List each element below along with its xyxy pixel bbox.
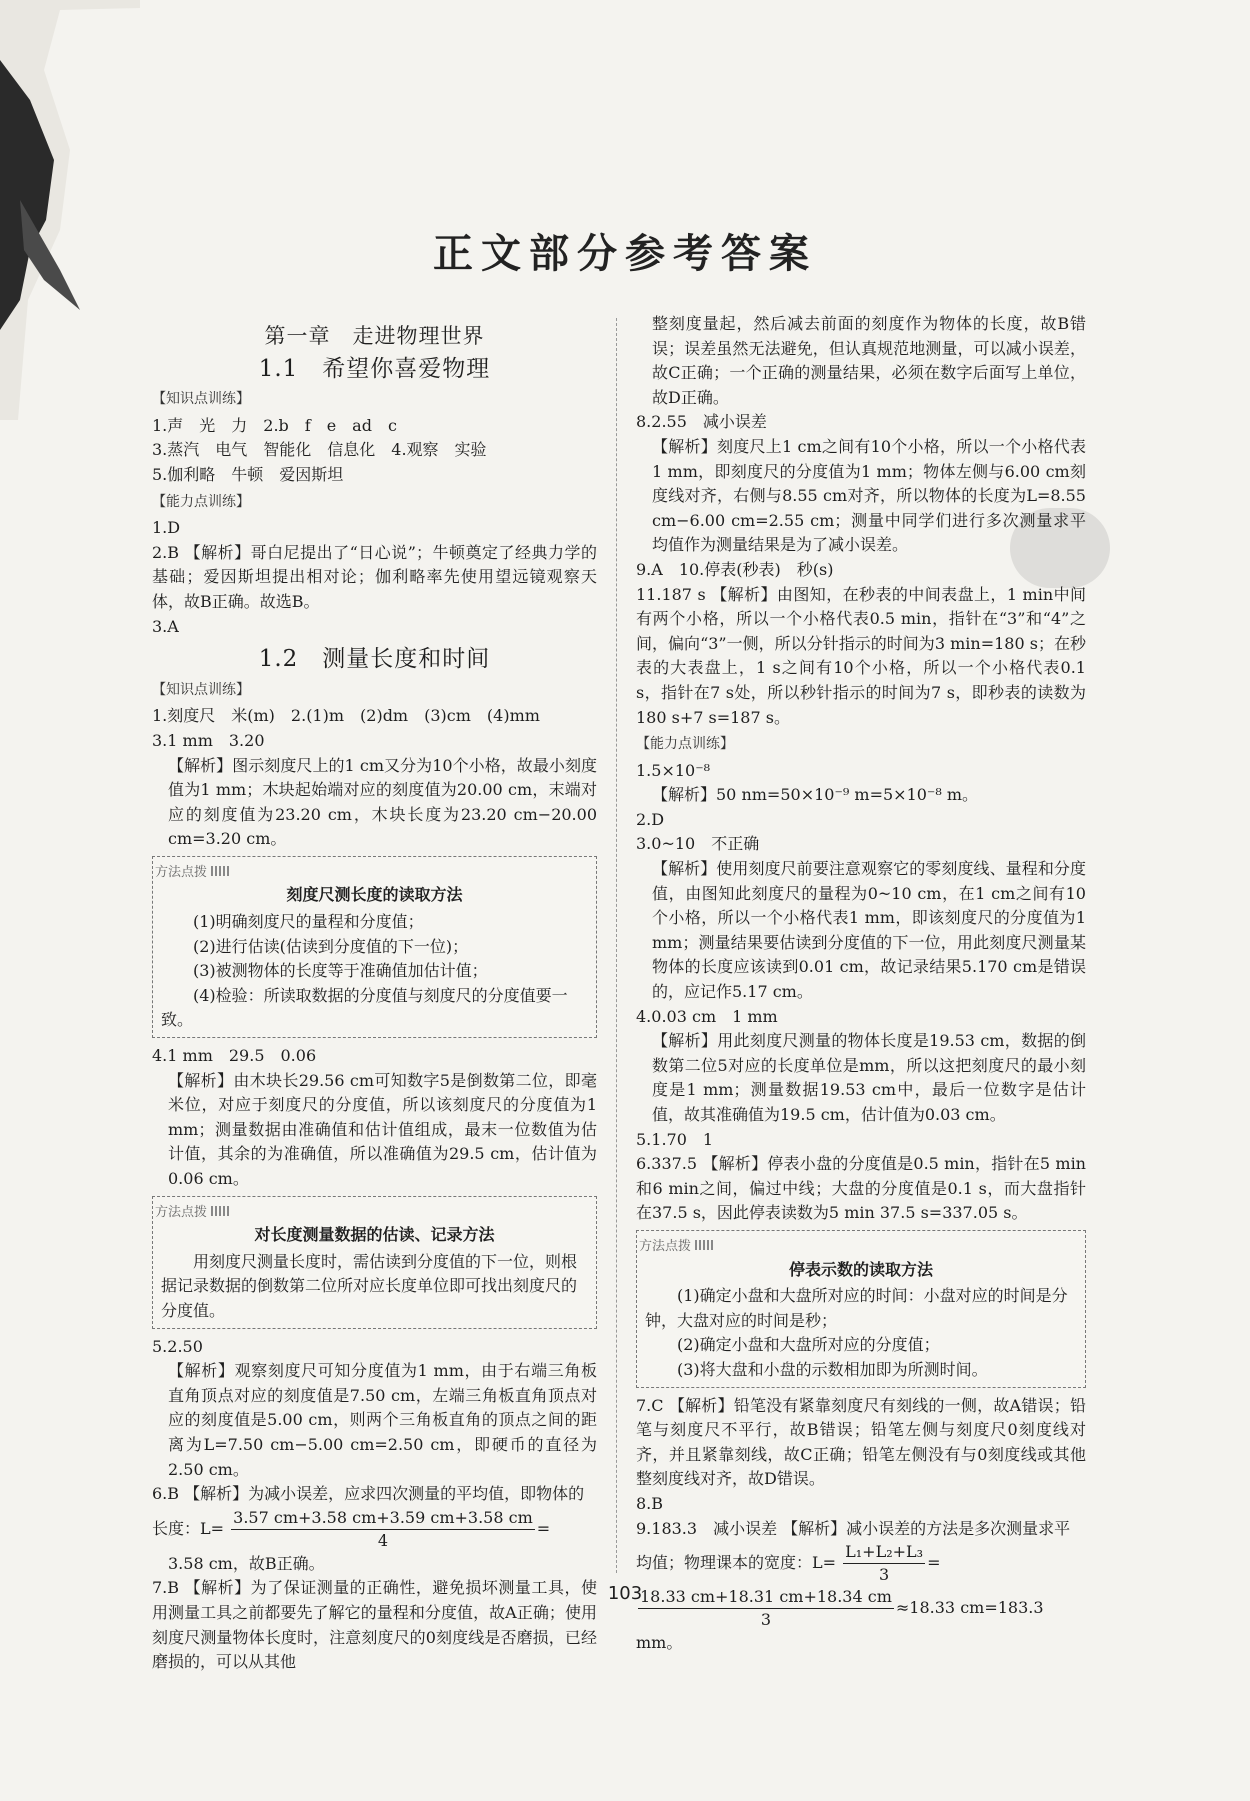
tip-title: 对长度测量数据的估读、记录方法	[254, 1225, 495, 1245]
method-tip-box	[152, 856, 597, 1038]
answer-explanation: 7.C 【解析】铅笔没有紧靠刻度尺有刻线的一侧，故A错误；铅笔与刻度尺不平行，故B错误；铅笔左侧与刻度尺0刻度线对齐，并且紧靠刻线，故C正确；铅笔左侧没有与0刻度线或其他整刻度线对齐，故D错误。	[636, 1395, 1086, 1489]
tip-label: 方法点拨	[639, 1238, 692, 1254]
answer-explanation: 【解析】使用刻度尺前要注意观察它的零刻度线、量程和分度值，由图知此刻度尺的量程为0~10 cm，在1 cm之间有10个小格，所以一个小格代表1 mm，即该刻度尺的分度值为1 mm；测量结果要估读到分度值的下一位，用此刻度尺测量某物体的长度应该读到0.01 cm，故记录结果5.170 cm是错误的，应记作5.17 cm。	[652, 859, 1086, 1002]
page-title: 正文部分参考答案	[433, 231, 817, 277]
answer-explanation: 6.337.5 【解析】停表小盘的分度值是0.5 min，指针在5 min和6 min之间，偏过中线；大盘的分度值是0.1 s，而大盘指针在37.5 s，因此停表读数为5 min 37.5 s=337.05 s。	[636, 1154, 1086, 1223]
answer-explanation: 【解析】刻度尺上1 cm之间有10个小格，所以一个小格代表1 mm，即刻度尺的分度值为1 mm；物体左侧与6.00 cm刻度线对齐，右侧与8.55 cm对齐，所以物体的长度为L=8.55 cm−6.00 cm=2.55 cm；测量中同学们进行多次测量求平均值作为测量结果是为了减小误差。	[652, 436, 1086, 555]
speaker-icon	[211, 866, 229, 876]
answer-line: 5.2.50	[152, 1336, 203, 1356]
answer-line: 3.A	[152, 616, 179, 636]
answer-line: 3.0~10 不正确	[636, 834, 760, 854]
ability-tag: 【能力点训练】	[636, 736, 734, 753]
method-tip-box	[636, 1230, 1086, 1388]
answer-line: 9.A 10.停表(秒表) 秒(s)	[636, 559, 834, 579]
answer-line: 8.B	[636, 1493, 664, 1513]
section-heading-1-1: 1.1 希望你喜爱物理	[258, 355, 491, 382]
answer-line: 5.1.70 1	[636, 1129, 714, 1149]
answer-line: 8.2.55 减小误差	[636, 412, 767, 432]
answer-line: 3.1 mm 3.20	[152, 730, 265, 750]
fraction-denominator: 4	[377, 1530, 389, 1550]
torn-corner-graphic	[0, 0, 140, 420]
chapter-heading: 第一章 走进物理世界	[264, 324, 485, 348]
tip-label: 方法点拨	[155, 864, 208, 880]
tip-title: 停表示数的读取方法	[788, 1259, 933, 1279]
answer-line: 4.1 mm 29.5 0.06	[152, 1046, 317, 1066]
answer-explanation: 7.B 【解析】为了保证测量的正确性，避免损坏测量工具，使用测量工具之前都要先了解它的量程和分度值，故A正确；使用刻度尺测量物体长度时，注意刻度尺的0刻度线是否磨损，已经磨损的，可以从其他	[152, 1578, 597, 1672]
knowledge-tag: 【知识点训练】	[152, 391, 250, 408]
knowledge-tag: 【知识点训练】	[152, 681, 250, 698]
answer-line: 1.声 光 力 2.b f e ad c	[152, 415, 397, 435]
tip-title: 刻度尺测长度的读取方法	[286, 885, 463, 905]
answer-line: 5.伽利略 牛顿 爱因斯坦	[152, 464, 344, 484]
answer-line: 1.5×10⁻⁸	[636, 760, 711, 780]
answer-explanation: 11.187 s 【解析】由图知，在秒表的中间表盘上，1 min中间有两个小格，所以一个小格代表0.5 min，指针在“3”和“4”之间，偏向“3”一侧，所以分针指示的时间为3 min=180 s；在秒表的大表盘上，1 s之间有10个小格，所以一个小格代表0.1 s，指针在7 s处，所以秒针指示的时间为7 s，即秒表的读数为180 s+7 s=187 s。	[636, 584, 1086, 727]
answer-line: 1.刻度尺 米(m) 2.(1)m (2)dm (3)cm (4)mm	[152, 706, 540, 726]
page-number: 103	[607, 1583, 643, 1604]
answer-line: 1.D	[152, 518, 181, 538]
fraction	[843, 1541, 925, 1586]
tip-line: (2)进行估读(估读到分度值的下一位)；	[193, 936, 469, 956]
answer-formula: 9.183.3 减小误差 【解析】减小误差的方法是多次测量求平均值；物理课本的宽度：L= $\frac{\text{L₁+L₂+L₃}}{3}$ =	[636, 1518, 1071, 1585]
fraction-numerator: 3.57 cm+3.58 cm+3.59 cm+3.58 cm	[231, 1507, 535, 1530]
right-column	[636, 312, 1086, 1656]
fraction	[231, 1507, 535, 1552]
left-column	[152, 320, 597, 1675]
tip-text: 用刻度尺测量长度时，需估读到分度值的下一位，则根据记录数据的倒数第二位所对应长度单位即可找出刻度尺的分度值。	[161, 1251, 578, 1320]
method-tip-box	[152, 1196, 597, 1329]
fraction-numerator: L₁+L₂+L₃	[843, 1541, 925, 1564]
answer-explanation: 【解析】50 nm=50×10⁻⁹ m=5×10⁻⁸ m。	[652, 785, 979, 805]
answer-line: 3.蒸汽 电气 智能化 信息化 4.观察 实验	[152, 440, 487, 460]
answer-explanation: 整刻度量起，然后减去前面的刻度作为物体的长度，故B错误；误差虽然无法避免，但认真规范地测量，可以减小误差，故C正确；一个正确的测量结果，必须在数字后面写上单位，故D正确。	[652, 314, 1086, 407]
answer-explanation: 【解析】图示刻度尺上的1 cm又分为10个小格，故最小刻度值为1 mm；木块起始端对应的刻度值为20.00 cm，末端对应的刻度值为23.20 cm，木块长度为23.20 cm−20.00 cm=3.20 cm。	[168, 755, 597, 849]
fraction-denominator: 3	[760, 1610, 772, 1630]
fraction-denominator: 3	[879, 1565, 890, 1585]
tip-line: (4)检验：所读取数据的分度值与刻度尺的分度值要一致。	[161, 985, 568, 1030]
answer-formula: 6.B 【解析】为减小误差，应求四次测量的平均值，即物体的长度：L= $\frac{3.57 cm+3.58 cm+3.59 cm+3.58 cm}{4}$ =	[152, 1484, 585, 1550]
tip-line: (3)将大盘和小盘的示数相加即为所测时间。	[677, 1359, 988, 1379]
tip-label: 方法点拨	[155, 1204, 208, 1220]
answer-line: 2.D	[636, 809, 665, 829]
answer-explanation: 【解析】用此刻度尺测量的物体长度是19.53 cm，数据的倒数第二位5对应的长度单位是mm，所以这把刻度尺的最小刻度是1 mm；测量数据19.53 cm中，最后一位数字是估计值，故其准确值为19.5 cm，估计值为0.03 cm。	[652, 1031, 1086, 1124]
formula-prefix: 6.B 【解析】为减小误差，应求四次测量的平均值，即物体的长度：L=	[152, 1484, 585, 1538]
formula-result: ≈18.33 cm=183.3 mm。	[636, 1598, 1044, 1653]
fraction-numerator: 18.33 cm+18.31 cm+18.34 cm	[638, 1586, 894, 1609]
speaker-icon	[695, 1240, 713, 1250]
tip-line: (1)确定小盘和大盘所对应的时间：小盘对应的时间是分钟，大盘对应的时间是秒；	[645, 1286, 1068, 1330]
column-divider	[616, 318, 617, 1573]
answer-explanation: 2.B 【解析】哥白尼提出了“日心说”；牛顿奠定了经典力学的基础；爱因斯坦提出相对论；伽利略率先使用望远镜观察天体，故B正确。故选B。	[152, 542, 597, 611]
answer-line: 4.0.03 cm 1 mm	[636, 1006, 778, 1026]
answer-explanation: 【解析】由木块长29.56 cm可知数字5是倒数第二位，即毫米位，对应于刻度尺的分度值，所以该刻度尺的分度值为1 mm；测量数据由准确值和估计值组成，最末一位数值为估计值，其余的为准确值，所以准确值为29.5 cm，估计值为0.06 cm。	[168, 1070, 597, 1188]
tip-line: (3)被测物体的长度等于准确值加估计值；	[193, 961, 488, 981]
section-heading-1-2: 1.2 测量长度和时间	[258, 646, 491, 673]
tip-line: (2)确定小盘和大盘所对应的分度值；	[677, 1335, 940, 1355]
tip-line: (1)明确刻度尺的量程和分度值；	[193, 912, 424, 932]
speaker-icon	[211, 1206, 229, 1216]
answer-explanation: 【解析】观察刻度尺可知分度值为1 mm，由于右端三角板直角顶点对应的刻度值是7.50 cm，左端三角板直角顶点对应的刻度值是5.00 cm，则两个三角板直角的顶点之间的距离为L=7.50 cm−5.00 cm=2.50 cm，即硬币的直径为2.50 cm。	[168, 1361, 597, 1479]
answer-explanation: 3.58 cm，故B正确。	[168, 1553, 325, 1573]
ability-tag: 【能力点训练】	[152, 493, 250, 510]
formula-prefix: 9.183.3 减小误差 【解析】减小误差的方法是多次测量求平均值；物理课本的宽度：L=	[636, 1518, 1071, 1573]
